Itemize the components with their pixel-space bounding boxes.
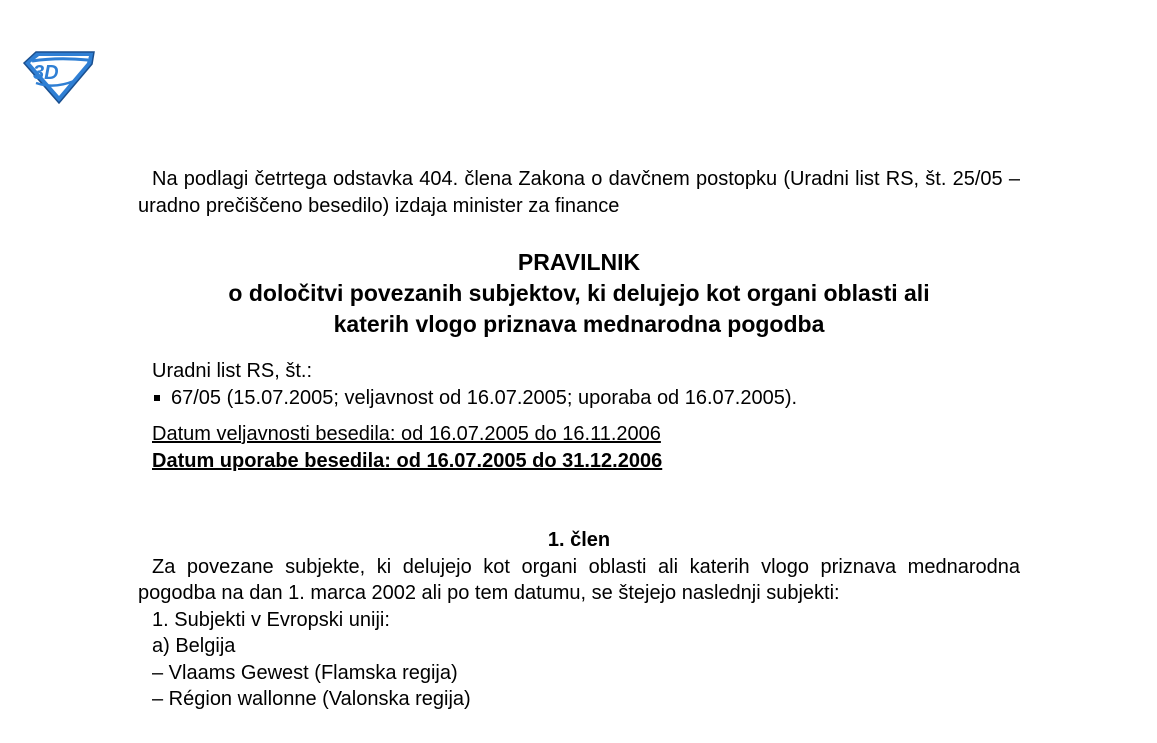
list-item: a) Belgija xyxy=(152,635,236,657)
list-item: 1. Subjekti v Evropski uniji: xyxy=(152,608,390,631)
bullet-icon xyxy=(154,395,160,401)
application-date: Datum uporabe besedila: od 16.07.2005 do 31.12.2006 xyxy=(152,449,663,472)
validity-date: Datum veljavnosti besedila: od 16.07.2005 do 16.11.2006 xyxy=(152,423,661,445)
dates-block xyxy=(152,421,1020,474)
document-page xyxy=(138,166,1020,713)
article-title: 1. člen xyxy=(547,529,611,551)
list-item: – Région wallonne (Valonska regija) xyxy=(152,688,471,710)
3d-shield-logo xyxy=(22,49,96,104)
document-title-block xyxy=(138,247,1020,340)
document-title: PRAVILNIK xyxy=(517,249,641,275)
document-subtitle-line-2: katerih vlogo priznava mednarodna pogodba xyxy=(333,311,825,337)
source-list-item xyxy=(152,385,1020,412)
article-paragraph: Za povezane subjekte, ki delujejo kot organi oblasti ali katerih vlogo priznava mednarodna pogodba na dan 1. marca 2002 ali po tem datumu, se štejejo naslednji subjekti: xyxy=(138,555,1020,604)
source-item-text: 67/05 (15.07.2005; veljavnost od 16.07.2005; uporaba od 16.07.2005). xyxy=(171,386,798,409)
svg-text:3D: 3D xyxy=(33,62,59,84)
shield-logo-icon xyxy=(22,49,96,104)
source-label: Uradni list RS, št.: xyxy=(152,360,313,382)
document-subtitle-line-1: o določitvi povezanih subjektov, ki delujejo kot organi oblasti ali xyxy=(228,280,930,306)
list-item: – Vlaams Gewest (Flamska regija) xyxy=(152,661,458,684)
source-block xyxy=(152,358,1020,411)
intro-paragraph: Na podlagi četrtega odstavka 404. člena Zakona o davčnem postopku (Uradni list RS, št. 25/05 – uradno prečiščeno besedilo) izdaja minister za finance xyxy=(138,168,1020,217)
